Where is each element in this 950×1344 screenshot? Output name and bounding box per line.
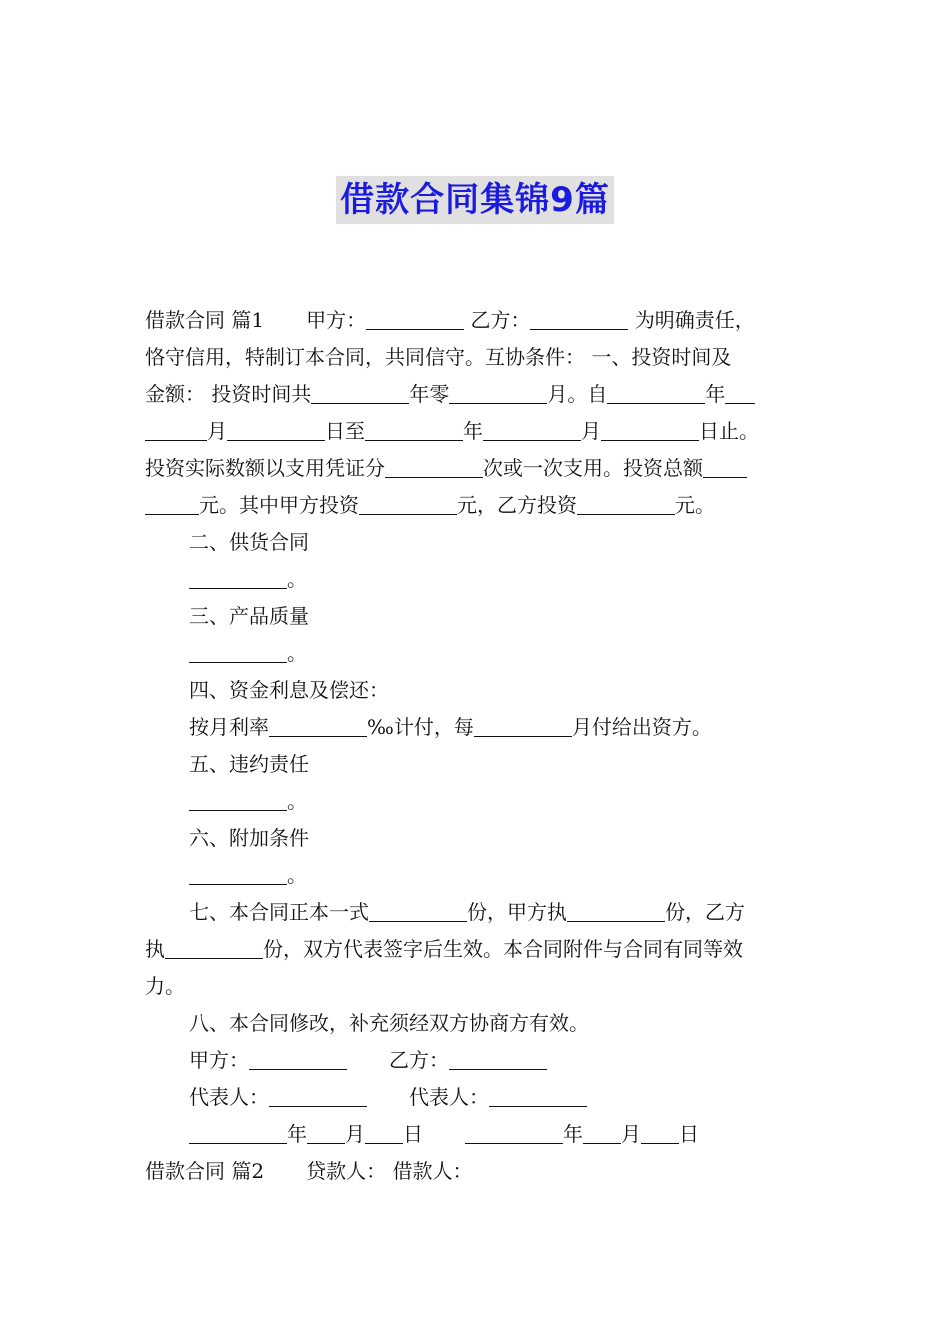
item4-content: 按月利率 ‰计付，每 月付给出资方。	[189, 715, 712, 739]
blank-start-month-b	[145, 418, 207, 441]
blank-interest-rate	[269, 714, 367, 737]
blank-date-b-year	[465, 1121, 563, 1144]
item2-content: 。	[145, 561, 810, 598]
signature-representatives: 代表人： 代表人：	[145, 1079, 810, 1116]
blank-end-year	[365, 418, 463, 441]
blank-party-a	[366, 307, 464, 330]
blank-party-b-copies	[165, 936, 263, 959]
section1-intro-line4: 月 日至 年 月 日止。	[145, 413, 810, 450]
blank-rep-a	[269, 1084, 367, 1107]
item7-line2: 执 份，双方代表签字后生效。本合同附件与合同有同等效	[145, 937, 743, 961]
title-container	[0, 176, 950, 224]
blank-party-a-copies	[567, 899, 665, 922]
section2-intro: 借款合同 篇2 贷款人： 借款人：	[145, 1159, 473, 1183]
blank-sign-party-a	[249, 1047, 347, 1070]
blank-additional	[189, 862, 287, 885]
item7-line1: 七、本合同正本一式 份，甲方执 份，乙方	[189, 900, 745, 924]
section1-intro-line2: 恪守信用，特制订本合同，共同信守。互协条件： 一、投资时间及	[145, 345, 732, 369]
section2-heading: 借款合同 篇2	[145, 1159, 265, 1183]
section1-intro-line5: 投资实际数额以支用凭证分 次或一次支用。投资总额	[145, 450, 810, 487]
blank-supply	[189, 566, 287, 589]
document-body	[145, 302, 810, 1190]
blank-start-month-a	[725, 381, 755, 404]
item7-line3: 力。	[145, 974, 185, 998]
blank-end-month	[483, 418, 581, 441]
item6-heading: 六、附加条件	[189, 826, 309, 850]
blank-party-b-investment	[577, 492, 675, 515]
blank-date-b-day	[641, 1121, 679, 1144]
blank-end-day	[601, 418, 699, 441]
document-title: 借款合同集锦9篇	[336, 176, 614, 224]
blank-months	[449, 381, 547, 404]
item3-content: 。	[145, 635, 810, 672]
item5-content: 。	[145, 783, 810, 820]
blank-rep-b	[489, 1084, 587, 1107]
blank-total-b	[145, 492, 199, 515]
signature-parties: 甲方： 乙方：	[145, 1042, 810, 1079]
blank-start-day	[227, 418, 325, 441]
item4-heading: 四、资金利息及偿还：	[189, 678, 389, 702]
blank-date-a-day	[365, 1121, 403, 1144]
item3-heading: 三、产品质量	[189, 604, 309, 628]
signature-dates: 年 月 日 年 月 日	[145, 1116, 810, 1153]
item8: 八、本合同修改，补充须经双方协商方有效。	[189, 1011, 589, 1035]
item2-heading: 二、供货合同	[189, 530, 309, 554]
blank-copies	[369, 899, 467, 922]
blank-installments	[385, 455, 483, 478]
item5-heading: 五、违约责任	[189, 752, 309, 776]
blank-sign-party-b	[449, 1047, 547, 1070]
section1-intro-line6: 元。其中甲方投资 元，乙方投资 元。	[145, 487, 810, 524]
blank-payment-months	[474, 714, 572, 737]
blank-total-a	[703, 455, 747, 478]
section1-heading: 借款合同 篇1	[145, 308, 265, 332]
blank-start-year	[607, 381, 705, 404]
blank-date-b-month	[583, 1121, 621, 1144]
blank-party-a-investment	[359, 492, 457, 515]
blank-quality	[189, 640, 287, 663]
blank-liability	[189, 788, 287, 811]
section1-intro-line1: 借款合同 篇1 甲方： 乙方： 为明确责任，	[145, 308, 755, 332]
blank-date-a-year	[189, 1121, 287, 1144]
section1-intro-line3: 金额： 投资时间共 年零 月。自 年	[145, 376, 810, 413]
blank-years	[311, 381, 409, 404]
blank-party-b	[530, 307, 628, 330]
item6-content: 。	[145, 857, 810, 894]
blank-date-a-month	[307, 1121, 345, 1144]
